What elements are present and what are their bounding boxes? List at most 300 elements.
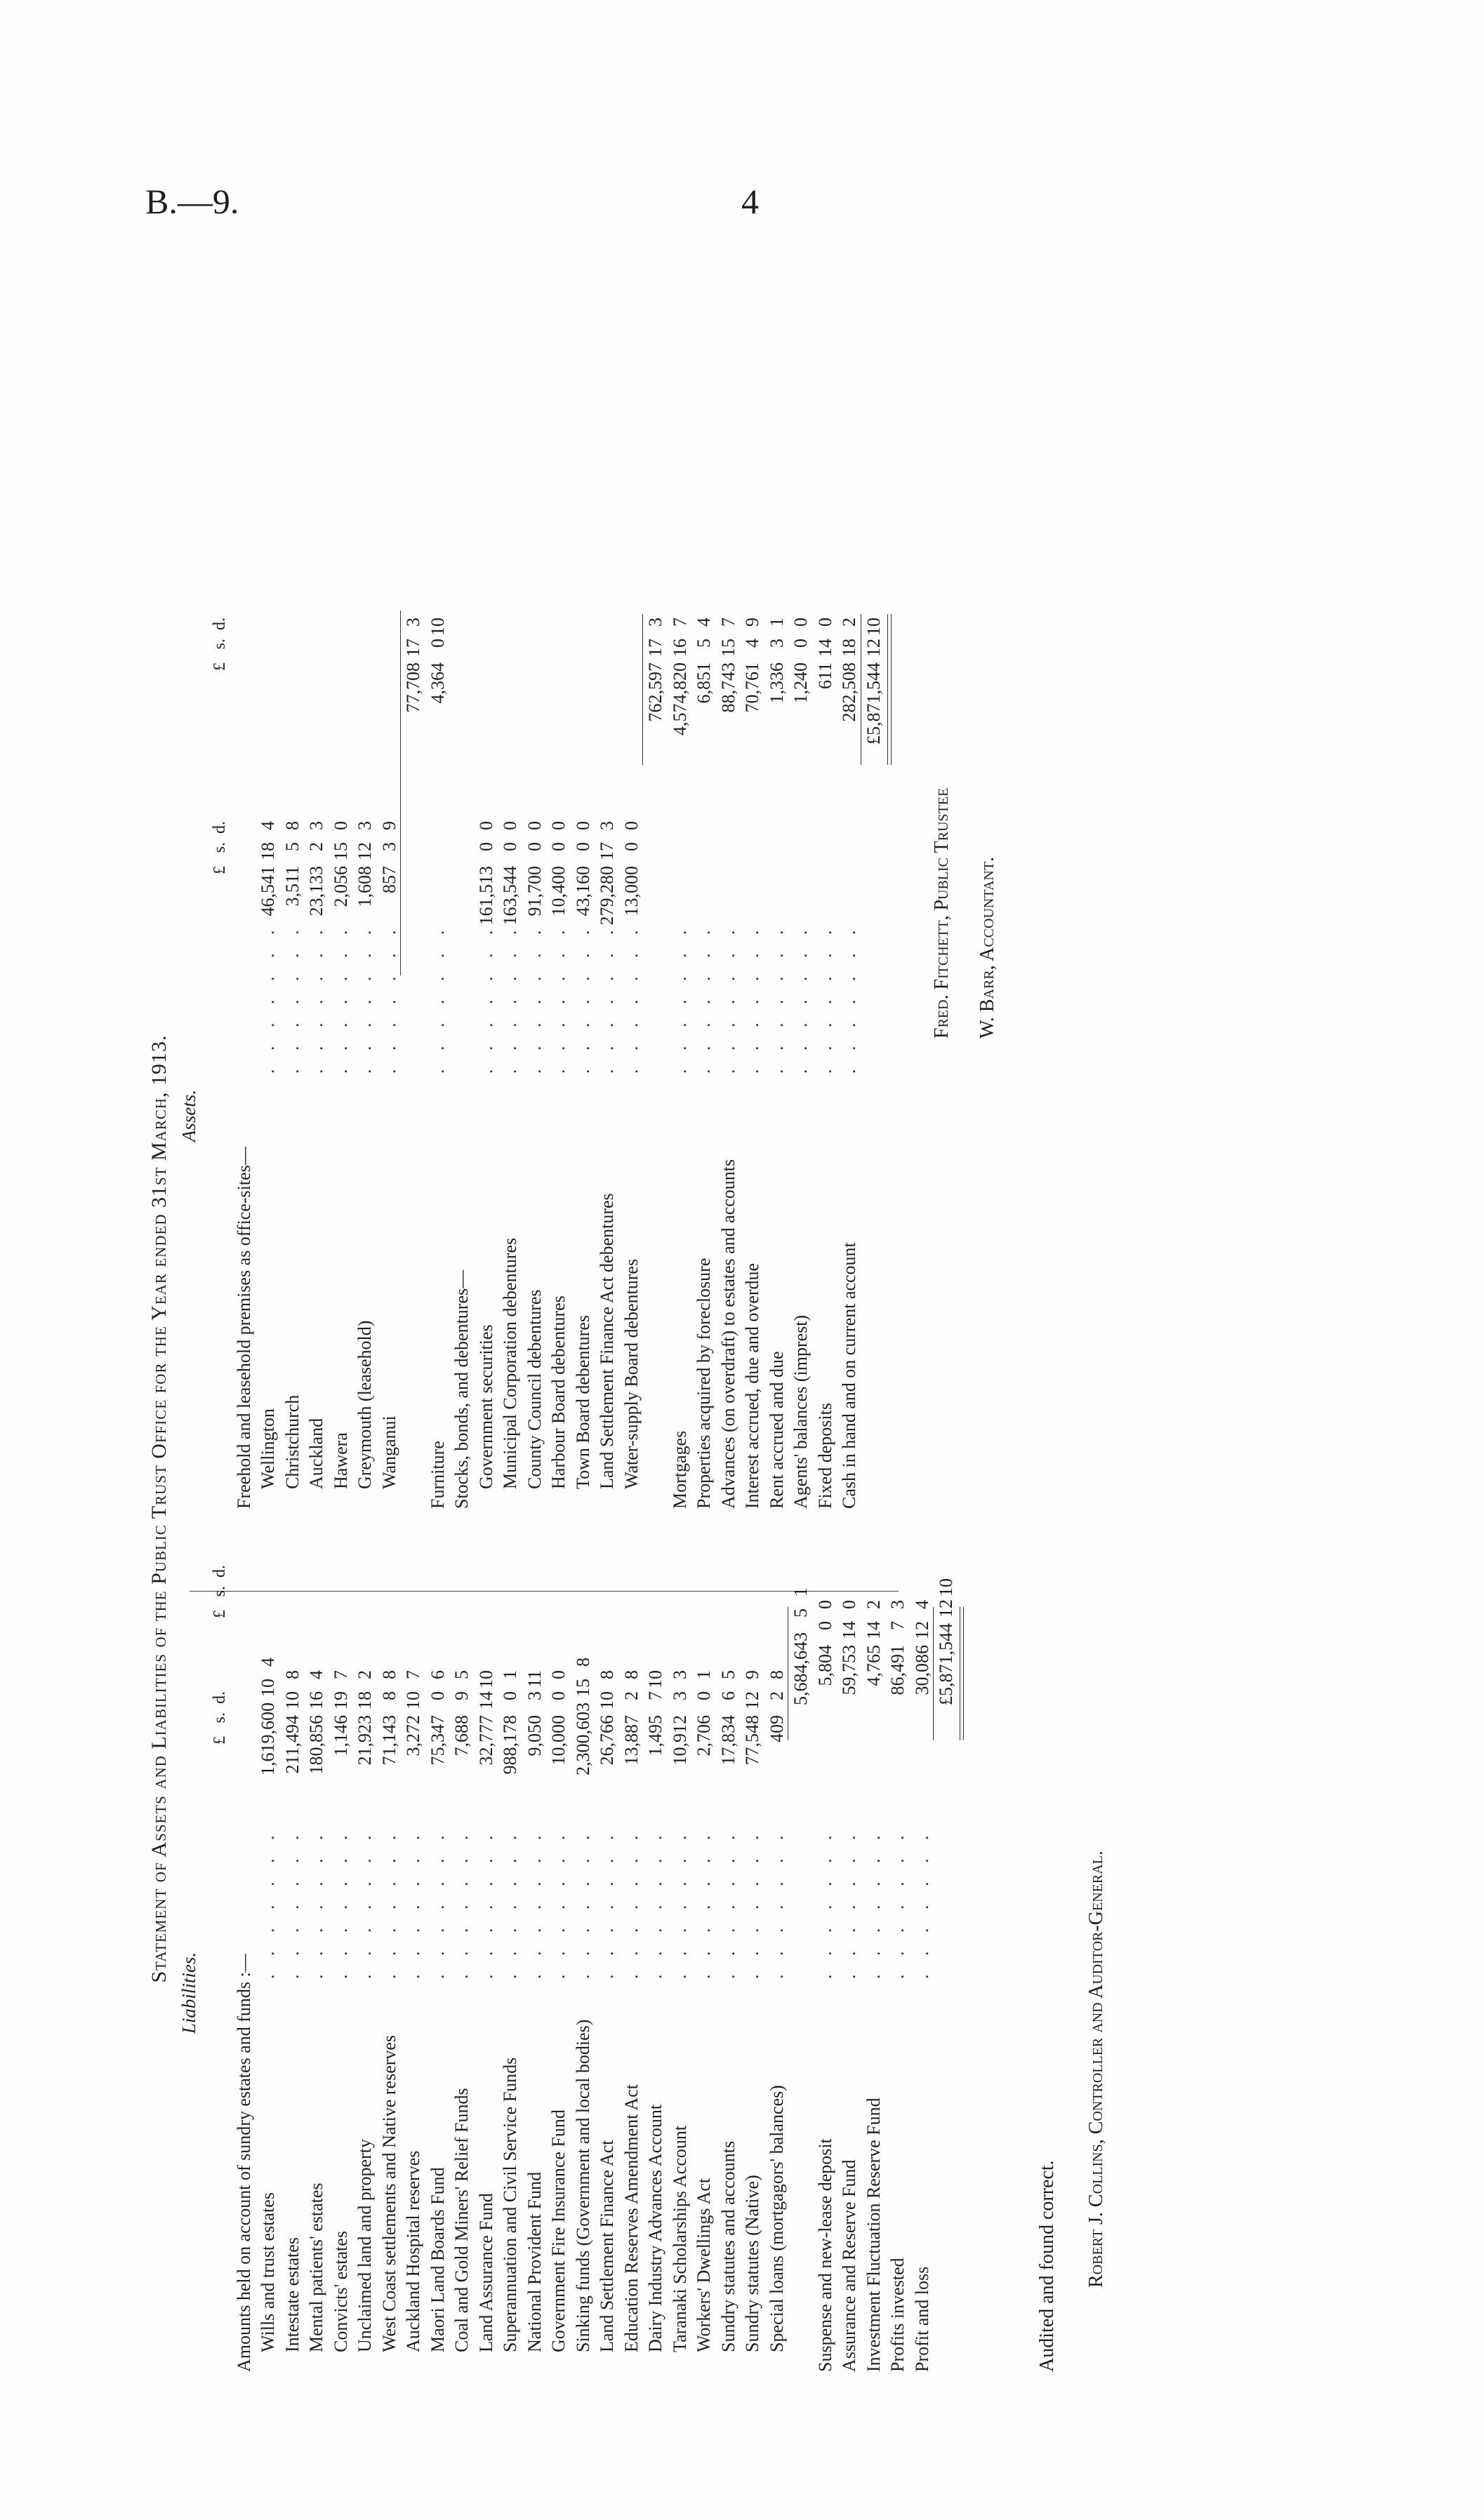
asset-premises-item-shillings: 3 bbox=[378, 842, 399, 851]
liab-item-shillings: 14 bbox=[475, 1691, 496, 1709]
liab-item bbox=[378, 1600, 402, 2372]
liab-currency-heading-2-pound: £ bbox=[211, 1610, 229, 1618]
asset-furniture-amount bbox=[426, 618, 451, 758]
asset-other-item-amount bbox=[741, 618, 765, 758]
liab-other-item-pounds: 5,804 bbox=[814, 1645, 835, 1686]
asset-furniture-pounds: 4,364 bbox=[427, 662, 448, 704]
liab-item-pence: 8 bbox=[281, 1670, 303, 1679]
asset-stock-item-pence: 0 bbox=[524, 821, 545, 830]
liab-item-amount bbox=[644, 1670, 668, 1775]
asset-stock-item-label: Water-supply Board debentures bbox=[621, 1258, 642, 1489]
liab-other-item-leader: . . . . . . . bbox=[839, 1828, 859, 1979]
asset-stock-item bbox=[571, 526, 596, 1509]
assets-stocks-heading bbox=[450, 526, 475, 1509]
liab-item-pence: 7 bbox=[330, 1670, 351, 1679]
asset-premises-item-shillings: 12 bbox=[355, 842, 375, 860]
accountant-signature: W. Barr, Accountant. bbox=[976, 856, 998, 1039]
asset-premises-item bbox=[305, 526, 329, 1509]
asset-premises-item-pence: 0 bbox=[330, 821, 351, 830]
liab-item bbox=[498, 1600, 523, 2372]
liab-group-total-shillings: 5 bbox=[790, 1608, 811, 1618]
liab-item-shillings: 10 bbox=[258, 1679, 278, 1697]
liab-item-pounds: 180,856 bbox=[306, 1715, 326, 1775]
liab-item-amount bbox=[353, 1670, 378, 1775]
liab-item-pounds: 10,000 bbox=[548, 1715, 569, 1766]
asset-premises-item-pounds: 3,511 bbox=[281, 866, 303, 907]
liab-item-pounds: 17,834 bbox=[717, 1715, 738, 1766]
liab-item-amount bbox=[329, 1670, 354, 1775]
asset-stock-item-pounds: 91,700 bbox=[524, 866, 545, 916]
asset-stock-item-pence: 0 bbox=[548, 821, 569, 830]
liab-item-shillings: 19 bbox=[330, 1691, 351, 1709]
liab-item-amount bbox=[765, 1670, 790, 1775]
asset-other-item-label: Fixed deposits bbox=[814, 1403, 835, 1509]
liab-item-shillings: 18 bbox=[355, 1691, 375, 1709]
liab-item-label: Sundry statutes (Native) bbox=[742, 2175, 762, 2352]
asset-grand-total-pence: 10 bbox=[863, 618, 884, 636]
liab-item-label: Unclaimed land and property bbox=[355, 2139, 375, 2352]
liab-item-shillings: 2 bbox=[621, 1691, 642, 1700]
liab-item-label: Land Assurance Fund bbox=[475, 2193, 496, 2352]
asset-premises-item-label: Wanganui bbox=[378, 1415, 399, 1489]
liab-item-amount bbox=[571, 1658, 596, 1775]
asset-stock-item-pence: 0 bbox=[500, 821, 520, 830]
asset-premises-item bbox=[353, 526, 378, 1509]
liab-item-label: Education Reserves Amendment Act bbox=[621, 2084, 642, 2352]
liab-item-pence: 5 bbox=[717, 1670, 738, 1679]
asset-stock-item-leader: . . . . . . . bbox=[475, 923, 496, 1074]
asset-furniture bbox=[426, 526, 451, 1509]
asset-other-item-pence: 0 bbox=[814, 618, 835, 627]
liab-item-pounds: 988,178 bbox=[500, 1715, 520, 1775]
liab-item bbox=[692, 1600, 717, 2372]
liab-other-item-label: Suspense and new-lease deposit bbox=[814, 2138, 835, 2372]
liab-item-pounds: 13,887 bbox=[621, 1715, 642, 1766]
liab-item-label: Sundry statutes and accounts bbox=[717, 2140, 738, 2352]
liab-other-item-amount bbox=[814, 1600, 838, 1705]
liab-currency-heading-2 bbox=[208, 1565, 232, 1670]
liab-item bbox=[547, 1600, 571, 2372]
liab-other-item bbox=[886, 1600, 910, 2372]
asset-other-item-shillings: 18 bbox=[839, 639, 859, 657]
asset-stock-item-pence: 0 bbox=[475, 821, 496, 830]
statement-title: Statement of Assets and Liabilities of the Public Trust Office for the Year ended 31st March, 1913. bbox=[147, 1034, 171, 1983]
asset-other-item-pence: 9 bbox=[742, 618, 762, 627]
liab-item-shillings: 15 bbox=[572, 1679, 593, 1697]
liab-item-amount bbox=[692, 1670, 717, 1775]
asset-premises-total-pounds: 77,708 bbox=[403, 662, 423, 713]
liab-item-pounds: 32,777 bbox=[475, 1715, 496, 1766]
asset-currency-heading-2-shilling: s. bbox=[211, 639, 229, 650]
asset-other-item-shillings: 0 bbox=[790, 639, 811, 648]
liab-item-label: Mental patients' estates bbox=[306, 2182, 326, 2352]
liab-item-shillings: 0 bbox=[500, 1691, 520, 1700]
liab-item-label: Intestate estates bbox=[281, 2237, 303, 2352]
asset-premises-item-label: Auckland bbox=[306, 1418, 326, 1489]
asset-other-item-shillings: 4 bbox=[742, 639, 762, 648]
asset-premises-item bbox=[378, 526, 402, 1509]
asset-premises-item-pounds: 1,608 bbox=[355, 866, 375, 907]
asset-premises-item-shillings: 5 bbox=[281, 842, 303, 851]
liab-item bbox=[475, 1600, 499, 2372]
asset-premises-item bbox=[256, 526, 281, 1509]
liab-item-leader: . . . . . . . bbox=[355, 1828, 375, 1979]
liab-item-leader: . . . . . . . bbox=[717, 1828, 738, 1979]
asset-grand-total-pounds: £5,871,544 bbox=[863, 662, 884, 745]
asset-premises-item bbox=[329, 526, 354, 1509]
asset-other-item-amount bbox=[765, 618, 790, 758]
asset-grand-total-shillings: 12 bbox=[863, 639, 884, 657]
liab-item-leader: . . . . . . . bbox=[451, 1828, 472, 1979]
liab-item bbox=[329, 1600, 354, 2372]
asset-other-item-pounds: 1,240 bbox=[790, 662, 811, 704]
asset-stocks-total-shillings: 17 bbox=[645, 639, 665, 657]
liab-other-item bbox=[837, 1600, 862, 2372]
asset-other-item-leader: . . . . . . . bbox=[694, 923, 714, 1074]
liab-group-heading bbox=[232, 1600, 257, 2372]
asset-other-item bbox=[668, 526, 693, 1509]
asset-premises-total-shillings: 17 bbox=[403, 639, 423, 657]
liab-item-label: Coal and Gold Miners' Relief Funds bbox=[451, 2088, 472, 2352]
asset-currency-heading-pence: d. bbox=[211, 821, 229, 834]
liab-item-amount bbox=[498, 1670, 523, 1775]
liabilities-column bbox=[208, 1565, 959, 2372]
liab-other-item-amount bbox=[910, 1600, 935, 1705]
liab-item-leader: . . . . . . . bbox=[694, 1828, 714, 1979]
liab-item-leader: . . . . . . . bbox=[524, 1828, 545, 1979]
asset-other-item-shillings: 14 bbox=[814, 639, 835, 657]
asset-other-item-leader: . . . . . . . bbox=[839, 923, 859, 1074]
liab-item-leader: . . . . . . . bbox=[427, 1828, 448, 1979]
liab-item bbox=[353, 1600, 378, 2372]
asset-furniture-label: Furniture bbox=[427, 1441, 448, 1509]
liab-other-item-amount bbox=[862, 1600, 887, 1705]
liab-item-label: Convicts' estates bbox=[330, 2231, 351, 2352]
liab-item-pounds: 26,766 bbox=[597, 1715, 617, 1766]
liab-item-leader: . . . . . . . bbox=[742, 1828, 762, 1979]
liab-other-item-leader: . . . . . . . bbox=[863, 1828, 884, 1979]
liab-item-label: Workers' Dwellings Act bbox=[694, 2178, 714, 2352]
asset-premises-item-leader: . . . . . . . bbox=[258, 923, 278, 1074]
asset-premises-item-label: Greymouth (leasehold) bbox=[355, 1320, 375, 1489]
liab-item-shillings: 9 bbox=[451, 1691, 472, 1700]
liab-item-leader: . . . . . . . bbox=[548, 1828, 569, 1979]
liab-group-heading-label: Amounts held on account of sundry estates and funds :— bbox=[233, 1954, 254, 2372]
asset-premises-item-pence: 3 bbox=[306, 821, 326, 830]
asset-other-item-pounds: 282,508 bbox=[839, 662, 859, 722]
liab-other-item-label: Investment Fluctuation Reserve Fund bbox=[863, 2098, 884, 2372]
liab-other-item-pence: 0 bbox=[814, 1600, 835, 1609]
liab-other-item-pounds: 4,765 bbox=[863, 1645, 884, 1686]
asset-other-item-shillings: 16 bbox=[669, 639, 690, 657]
asset-stock-item-label: Municipal Corporation debentures bbox=[500, 1237, 520, 1489]
asset-other-item-leader: . . . . . . . bbox=[717, 923, 738, 1074]
audit-statement: Audited and found correct. bbox=[1036, 2160, 1058, 2372]
asset-stock-item-shillings: 0 bbox=[524, 842, 545, 851]
asset-stock-item-label: Government securities bbox=[475, 1324, 496, 1489]
liab-group-total bbox=[789, 1587, 814, 2372]
asset-stock-item bbox=[523, 526, 548, 1509]
liab-item-leader: . . . . . . . bbox=[403, 1828, 423, 1979]
asset-stock-item bbox=[547, 526, 571, 1509]
liab-item-leader: . . . . . . . bbox=[500, 1828, 520, 1979]
liab-item bbox=[450, 1600, 475, 2372]
asset-stock-item-pounds: 43,160 bbox=[572, 866, 593, 916]
asset-grand-total-amount bbox=[862, 618, 887, 758]
asset-other-item-label: Advances (on overdraft) to estates and accounts bbox=[717, 1159, 738, 1509]
asset-stock-item-leader: . . . . . . . bbox=[621, 923, 642, 1074]
liab-item-label: Government Fire Insurance Fund bbox=[548, 2109, 569, 2352]
asset-premises-item-shillings: 18 bbox=[258, 842, 278, 860]
asset-other-item-amount bbox=[692, 618, 717, 758]
asset-premises-item-pounds: 857 bbox=[378, 866, 399, 893]
asset-stocks-total-rule bbox=[642, 614, 643, 765]
asset-stocks-total-pence: 3 bbox=[645, 618, 665, 627]
asset-grand-total-double-rule bbox=[887, 614, 892, 765]
liab-item-label: Wills and trust estates bbox=[258, 2192, 278, 2352]
liab-other-item-shillings: 14 bbox=[863, 1621, 884, 1639]
asset-other-item-label: Rent accrued and due bbox=[766, 1351, 787, 1509]
asset-stock-item-pounds: 161,513 bbox=[475, 866, 496, 926]
asset-other-item bbox=[692, 526, 717, 1509]
liab-item-label: West Coast settlements and Native reserves bbox=[378, 2034, 399, 2352]
liab-item-shillings: 0 bbox=[694, 1691, 714, 1700]
liab-grand-total-pence: 10 bbox=[936, 1578, 956, 1596]
liab-item-shillings: 0 bbox=[427, 1691, 448, 1700]
assets-stocks-heading-label: Stocks, bonds, and debentures— bbox=[451, 1269, 472, 1509]
liab-item-amount bbox=[620, 1670, 644, 1775]
liab-item-pence: 5 bbox=[451, 1670, 472, 1679]
liab-other-item-amount bbox=[837, 1600, 862, 1705]
liab-item-shillings: 10 bbox=[403, 1691, 423, 1709]
liab-item-label: Special loans (mortgagors' balances) bbox=[766, 2085, 787, 2352]
liab-other-item-pounds: 86,491 bbox=[887, 1645, 908, 1695]
page-header-left: B.—9. bbox=[145, 182, 239, 221]
liab-item-shillings: 16 bbox=[306, 1691, 326, 1709]
asset-stock-item bbox=[620, 526, 644, 1509]
asset-stock-item-pounds: 13,000 bbox=[621, 866, 642, 916]
asset-other-item-leader: . . . . . . . bbox=[814, 923, 835, 1074]
asset-stock-item bbox=[498, 526, 523, 1509]
liab-other-item-shillings: 14 bbox=[839, 1621, 859, 1639]
liab-item-pounds: 1,619,600 bbox=[258, 1702, 278, 1775]
liab-item bbox=[741, 1600, 765, 2372]
asset-other-item-label: Mortgages bbox=[669, 1430, 690, 1509]
liab-item-pounds: 7,688 bbox=[451, 1715, 472, 1756]
liab-other-item-pounds: 59,753 bbox=[839, 1645, 859, 1695]
asset-currency-heading-units bbox=[208, 821, 232, 961]
liab-item-label: Superannuation and Civil Service Funds bbox=[500, 2057, 520, 2352]
liab-group-total-pence: 1 bbox=[790, 1587, 811, 1596]
liab-item-pounds: 211,494 bbox=[281, 1715, 303, 1774]
asset-other-item-amount bbox=[789, 618, 814, 758]
liab-item-pounds: 75,347 bbox=[427, 1715, 448, 1766]
asset-stock-item-label: County Council debentures bbox=[524, 1289, 545, 1489]
liab-item bbox=[523, 1600, 548, 2372]
liab-item-pence: 11 bbox=[524, 1670, 545, 1688]
liabilities-heading: Liabilities. bbox=[178, 1952, 199, 2034]
liab-item-pence: 1 bbox=[500, 1670, 520, 1679]
liab-other-item-pence: 0 bbox=[839, 1600, 859, 1609]
asset-stocks-total-amount bbox=[644, 618, 668, 758]
asset-premises-item-pence: 3 bbox=[355, 821, 375, 830]
asset-stock-item-label: Harbour Board debentures bbox=[548, 1295, 569, 1489]
asset-stocks-total bbox=[644, 526, 668, 1509]
liab-other-item-leader: . . . . . . . bbox=[814, 1828, 835, 1979]
asset-other-item bbox=[789, 526, 814, 1509]
asset-other-item bbox=[814, 526, 838, 1509]
liab-item-pence: 9 bbox=[742, 1670, 762, 1679]
asset-other-item-leader: . . . . . . . bbox=[742, 923, 762, 1074]
asset-other-item-pounds: 70,761 bbox=[742, 662, 762, 713]
liab-item-leader: . . . . . . . bbox=[766, 1828, 787, 1979]
liab-item-shillings: 0 bbox=[548, 1691, 569, 1700]
asset-other-item bbox=[717, 526, 741, 1509]
liab-currency-heading bbox=[208, 1565, 232, 2372]
liab-other-item-shillings: 7 bbox=[887, 1621, 908, 1630]
liab-item-pence: 8 bbox=[766, 1670, 787, 1679]
liab-item-label: Land Settlement Finance Act bbox=[597, 2140, 617, 2352]
liab-item-pounds: 2,300,603 bbox=[572, 1702, 593, 1775]
liab-grand-total-double-rule bbox=[960, 1607, 964, 1740]
asset-other-item-amount bbox=[814, 618, 838, 758]
liab-item bbox=[717, 1600, 741, 2372]
asset-currency-heading-2-pence: d. bbox=[211, 618, 229, 630]
asset-currency-heading-pound: £ bbox=[211, 866, 229, 874]
asset-stock-item-leader: . . . . . . . bbox=[572, 923, 593, 1074]
asset-stock-item-label: Town Board debentures bbox=[572, 1314, 593, 1489]
liab-item-leader: . . . . . . . bbox=[669, 1828, 690, 1979]
asset-grand-total bbox=[862, 526, 887, 1509]
asset-stock-item-leader: . . . . . . . bbox=[597, 923, 617, 1074]
liab-item-pounds: 77,548 bbox=[742, 1715, 762, 1766]
asset-other-item-pence: 4 bbox=[694, 618, 714, 627]
liab-item-shillings: 12 bbox=[742, 1691, 762, 1709]
asset-other-item-pounds: 6,851 bbox=[694, 662, 714, 704]
asset-premises-item-pence: 9 bbox=[378, 821, 399, 830]
liab-currency-heading-shilling: s. bbox=[211, 1712, 229, 1724]
liab-item-amount bbox=[281, 1670, 305, 1775]
liab-item-pounds: 9,050 bbox=[524, 1715, 545, 1756]
asset-other-item-leader: . . . . . . . bbox=[669, 923, 690, 1074]
asset-stock-item-pence: 0 bbox=[572, 821, 593, 830]
asset-stock-item-shillings: 0 bbox=[548, 842, 569, 851]
asset-stock-item-pounds: 163,544 bbox=[500, 866, 520, 926]
liab-currency-heading-pound: £ bbox=[211, 1736, 229, 1745]
liab-grand-total bbox=[934, 1578, 959, 2372]
liab-other-item-amount bbox=[886, 1600, 910, 1705]
asset-currency-heading-2 bbox=[208, 618, 232, 758]
liab-group-total-amount bbox=[789, 1587, 814, 1705]
asset-stocks-total-pounds: 762,597 bbox=[645, 662, 665, 722]
liab-item-pence: 0 bbox=[548, 1670, 569, 1679]
liab-item-leader: . . . . . . . bbox=[597, 1828, 617, 1979]
asset-premises-total bbox=[402, 526, 426, 1509]
liab-item bbox=[571, 1600, 596, 2372]
liab-item-shillings: 8 bbox=[378, 1691, 399, 1700]
liab-item-label: National Provident Fund bbox=[524, 2171, 545, 2352]
liab-item-amount bbox=[475, 1670, 499, 1775]
liab-item-pounds: 21,923 bbox=[355, 1715, 375, 1766]
liab-item-amount bbox=[741, 1670, 765, 1775]
asset-other-item-amount bbox=[837, 618, 862, 758]
liab-other-item-label: Profit and loss bbox=[911, 2266, 932, 2372]
liab-other-item-label: Assurance and Reserve Fund bbox=[839, 2159, 859, 2372]
asset-premises-item-label: Christchurch bbox=[281, 1394, 303, 1489]
asset-other-item-shillings: 5 bbox=[694, 639, 714, 648]
liab-item-amount bbox=[256, 1658, 281, 1775]
liab-item-leader: . . . . . . . bbox=[475, 1828, 496, 1979]
liab-item-pounds: 71,143 bbox=[378, 1715, 399, 1766]
asset-other-item-pounds: 4,574,820 bbox=[669, 662, 690, 735]
liab-other-item-shillings: 12 bbox=[911, 1621, 932, 1639]
liab-other-item-pence: 3 bbox=[887, 1600, 908, 1609]
asset-currency-heading-2-pound: £ bbox=[211, 662, 229, 671]
liab-item-pounds: 1,495 bbox=[645, 1715, 665, 1756]
asset-other-item-label: Cash in hand and on current account bbox=[839, 1242, 859, 1509]
asset-premises-item-leader: . . . . . . . bbox=[378, 923, 399, 1074]
asset-stock-item-pence: 3 bbox=[597, 821, 617, 830]
liab-other-item-label: Profits invested bbox=[887, 2258, 908, 2372]
asset-premises-item-pence: 4 bbox=[258, 821, 278, 830]
liab-item-pence: 8 bbox=[572, 1658, 593, 1667]
liab-item-pence: 7 bbox=[403, 1670, 423, 1679]
liab-item-pence: 1 bbox=[694, 1670, 714, 1679]
liab-other-item-pence: 2 bbox=[863, 1600, 884, 1609]
asset-stock-item-shillings: 0 bbox=[475, 842, 496, 851]
asset-premises-total-amount bbox=[402, 618, 426, 758]
liab-currency-heading-2-shilling: s. bbox=[211, 1586, 229, 1597]
liab-item-amount bbox=[547, 1670, 571, 1775]
asset-stock-item-shillings: 17 bbox=[597, 842, 617, 860]
liab-other-item bbox=[814, 1600, 838, 2372]
liab-item bbox=[281, 1600, 305, 2372]
liab-item-amount bbox=[668, 1670, 693, 1775]
page-number: 4 bbox=[741, 182, 759, 221]
liab-item bbox=[620, 1600, 644, 2372]
liab-item-pence: 10 bbox=[645, 1670, 665, 1688]
liab-currency-heading-units bbox=[208, 1691, 232, 1796]
asset-premises-item-pence: 8 bbox=[281, 821, 303, 830]
trustee-signature: Fred. Fitchett, Public Trustee bbox=[931, 787, 953, 1039]
liab-item-label: Auckland Hospital reserves bbox=[403, 2150, 423, 2352]
liab-item bbox=[765, 1600, 790, 2372]
liab-item bbox=[402, 1600, 426, 2372]
liab-item-pence: 8 bbox=[621, 1670, 642, 1679]
liab-item-amount bbox=[305, 1670, 329, 1775]
asset-premises-item-pounds: 23,133 bbox=[306, 866, 326, 916]
asset-furniture-leader: . . . . . . . bbox=[427, 923, 448, 1074]
asset-premises-item-leader: . . . . . . . bbox=[355, 923, 375, 1074]
assets-premises-heading-label: Freehold and leasehold premises as office-sites— bbox=[233, 1147, 254, 1509]
asset-other-item-pence: 0 bbox=[790, 618, 811, 627]
asset-other-item-leader: . . . . . . . bbox=[790, 923, 811, 1074]
liab-item bbox=[595, 1600, 620, 2372]
liab-grand-total-amount bbox=[934, 1578, 959, 1705]
liab-item-pence: 10 bbox=[475, 1670, 496, 1688]
liab-item-pence: 4 bbox=[258, 1658, 278, 1667]
asset-stock-item-shillings: 0 bbox=[500, 842, 520, 851]
asset-premises-item-shillings: 2 bbox=[306, 842, 326, 851]
asset-other-item-label: Interest accrued, due and overdue bbox=[742, 1262, 762, 1509]
liab-item-shillings: 10 bbox=[597, 1691, 617, 1709]
asset-other-item-shillings: 3 bbox=[766, 639, 787, 648]
asset-stock-item-leader: . . . . . . . bbox=[548, 923, 569, 1074]
asset-furniture-pence: 10 bbox=[427, 618, 448, 636]
liab-item-shillings: 3 bbox=[524, 1691, 545, 1700]
asset-currency-heading-shilling: s. bbox=[211, 842, 229, 853]
asset-stock-item-leader: . . . . . . . bbox=[500, 923, 520, 1074]
